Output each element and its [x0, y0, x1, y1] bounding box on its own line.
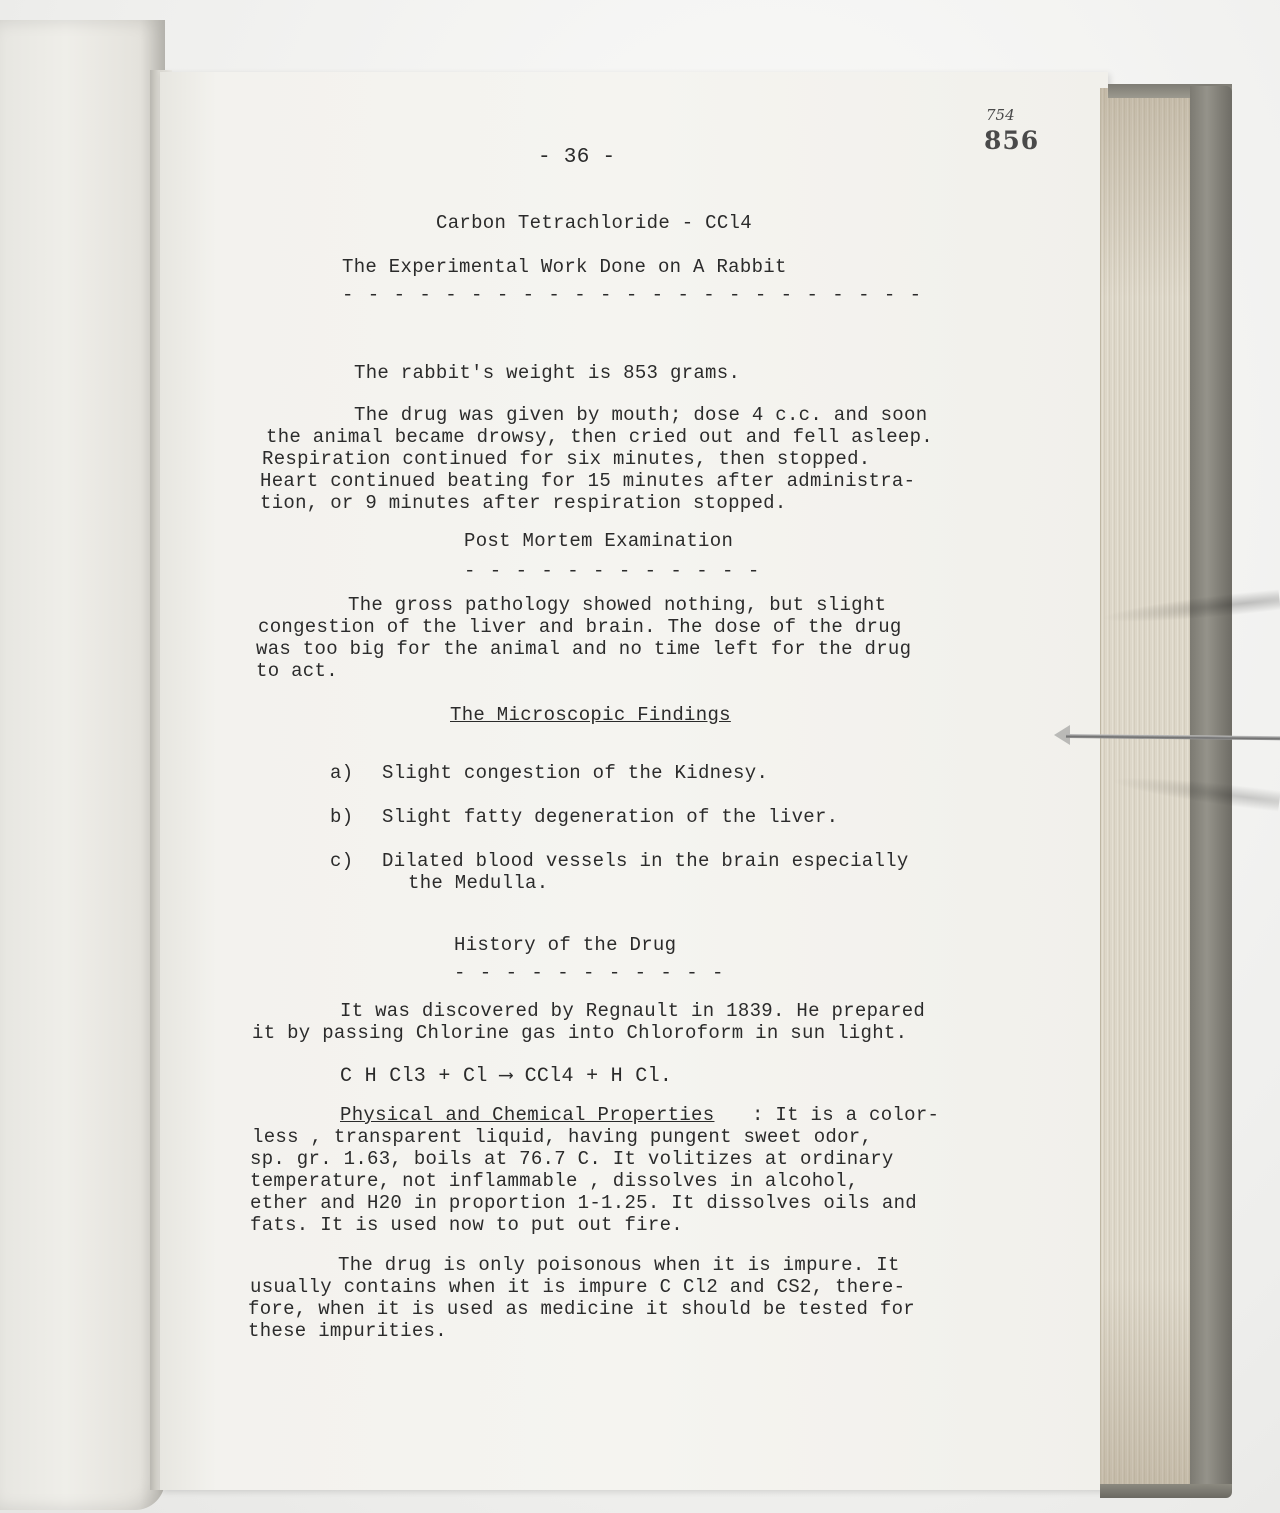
cover-bottom [1100, 1484, 1232, 1498]
intro-line: The drug was given by mouth; dose 4 c.c. and soon [354, 404, 928, 426]
properties-line: less , transparent liquid, having pungent sweet odor, [252, 1126, 873, 1148]
post-mortem-heading: Post Mortem Examination [464, 530, 734, 552]
impurity-line: usually contains when it is impure C Cl2 and CS2, there- [250, 1276, 906, 1298]
finding-text: Slight fatty degeneration of the liver. [382, 806, 839, 828]
impurity-line: these impurities. [248, 1320, 447, 1342]
history-heading: History of the Drug [454, 934, 677, 956]
intro-line: the animal became drowsy, then cried out and fell asleep. [266, 426, 934, 448]
finding-text: Dilated blood vessels in the brain especially [382, 850, 909, 872]
intro-line: Heart continued beating for 15 minutes after administra- [260, 470, 916, 492]
post-mortem-line: was too big for the animal and no time left for the drug [256, 638, 912, 660]
finding-text-cont: the Medulla. [408, 872, 549, 894]
history-line: it by passing Chlorine gas into Chloroform in sun light. [252, 1022, 908, 1044]
post-mortem-line: The gross pathology showed nothing, but slight [348, 594, 887, 616]
finding-text: Slight congestion of the Kidnesy. [382, 762, 769, 784]
properties-line: : It is a color- [752, 1104, 940, 1126]
properties-line: fats. It is used now to put out fire. [250, 1214, 683, 1236]
properties-line: ether and H20 in proportion 1-1.25. It dissolves oils and [250, 1192, 918, 1214]
page-number: - 36 - [538, 146, 616, 169]
page-subtitle: The Experimental Work Done on A Rabbit [342, 256, 787, 278]
page-title: Carbon Tetrachloride - CCl4 [436, 212, 752, 234]
rabbit-weight: The rabbit's weight is 853 grams. [354, 362, 741, 384]
impurity-line: fore, when it is used as medicine it should be tested for [248, 1298, 916, 1320]
post-mortem-line: congestion of the liver and brain. The dose of the drug [258, 616, 902, 638]
finding-marker: b) [330, 806, 354, 828]
finding-marker: c) [330, 850, 354, 872]
intro-line: tion, or 9 minutes after respiration stopped. [260, 492, 787, 514]
title-rule: - - - - - - - - - - - - - - - - - - - - - - - [342, 284, 923, 306]
properties-label: Physical and Chemical Properties [340, 1104, 715, 1126]
folio-handwritten: 754 [986, 106, 1015, 124]
finding-marker: a) [330, 762, 354, 784]
microscopic-heading: The Microscopic Findings [450, 704, 731, 726]
folio-stamped: 856 [984, 126, 1040, 155]
post-mortem-rule: - - - - - - - - - - - - [464, 560, 761, 582]
impurity-line: The drug is only poisonous when it is impure. It [338, 1254, 900, 1276]
properties-line: temperature, not inflammable , dissolves in alcohol, [250, 1170, 859, 1192]
post-mortem-line: to act. [256, 660, 338, 682]
intro-line: Respiration continued for six minutes, then stopped. [262, 448, 871, 470]
chemical-equation: C H Cl3 + Cl ⟶ CCl4 + H Cl. [340, 1065, 673, 1088]
properties-line: sp. gr. 1.63, boils at 76.7 C. It volitizes at ordinary [250, 1148, 894, 1170]
history-line: It was discovered by Regnault in 1839. He prepared [340, 1000, 926, 1022]
history-rule: - - - - - - - - - - - [454, 962, 725, 984]
left-page [0, 20, 165, 1510]
